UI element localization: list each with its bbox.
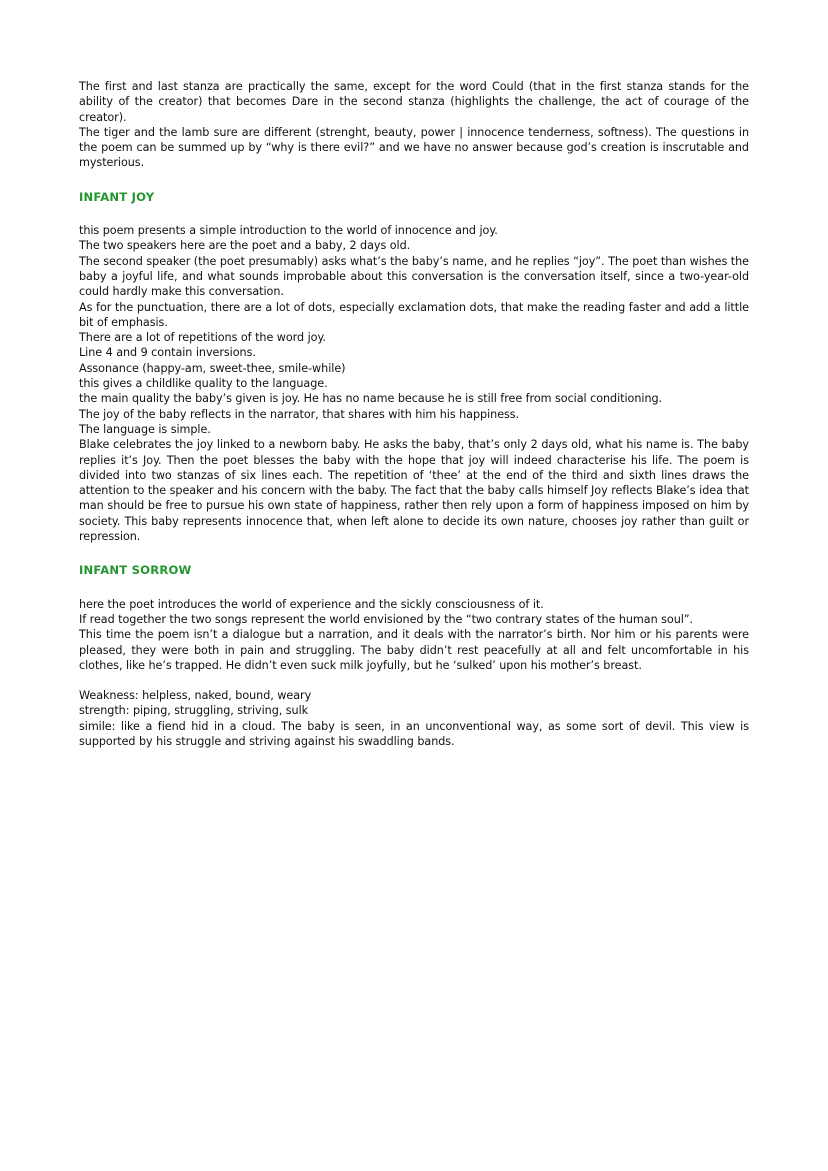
document-page	[79, 79, 749, 749]
infant-joy-line-1: this poem presents a simple introduction to the world of innocence and joy.	[79, 224, 498, 238]
infant-joy-line-10: The joy of the baby reflects in the narrator, that shares with him his happiness.	[79, 407, 520, 421]
infant-sorrow-note-1: Weakness: helpless, naked, bound, weary	[79, 689, 312, 703]
infant-sorrow-line-2: If read together the two songs represent the world envisioned by the “two contrary states of the human soul”.	[79, 612, 694, 626]
infant-sorrow-note-2: strength: piping, struggling, striving, sulk	[79, 704, 309, 718]
infant-sorrow-note-3: simile: like a fiend hid in a cloud. The baby is seen, in an unconventional way, as some sort of devil. This view is supported by his struggle and striving against his swaddling bands.	[79, 719, 749, 748]
infant-sorrow-heading: INFANT SORROW	[79, 563, 192, 578]
infant-joy-heading: INFANT JOY	[79, 189, 155, 204]
infant-joy-line-2: The two speakers here are the poet and a baby, 2 days old.	[79, 239, 411, 253]
intro-paragraph-2: The tiger and the lamb sure are different (strenght, beauty, power | innocence tenderness, softness). The questions in the poem can be summed up by “why is there evil?” and we have no answer because god’s creation is inscrutable and mysterious.	[79, 125, 749, 170]
infant-sorrow-line-1: here the poet introduces the world of experience and the sickly consciousness of it.	[79, 597, 544, 611]
infant-joy-line-12: Blake celebrates the joy linked to a newborn baby. He asks the baby, that’s only 2 days old, what his name is. The baby replies it’s Joy. Then the poet blesses the baby with the hope that joy will indeed characterise his life. The poem is divided into two stanzas of six lines each. The repetition of ‘thee’ at the end of the third and sixth lines draws the attention to the speaker and his concern with the baby. The fact that the baby calls himself Joy reflects Blake’s idea that man should be free to pursue his own state of happiness, rather then rely upon a form of happiness imposed on him by society. This baby represents innocence that, when left alone to decide its own nature, chooses joy rather than guilt or repression.	[79, 438, 749, 544]
infant-joy-line-7: Assonance (happy-am, sweet-thee, smile-while)	[79, 361, 346, 375]
infant-joy-line-8: this gives a childlike quality to the language.	[79, 377, 328, 391]
intro-paragraph-1: The first and last stanza are practically the same, except for the word Could (that in the first stanza stands for the ability of the creator) that becomes Dare in the second stanza (highlights the challenge, the act of courage of the creator).	[79, 80, 749, 124]
infant-joy-line-9: the main quality the baby’s given is joy. He has no name because he is still free from social conditioning.	[79, 392, 663, 406]
infant-joy-line-11: The language is simple.	[79, 422, 211, 436]
infant-joy-line-4: As for the punctuation, there are a lot of dots, especially exclamation dots, that make the reading faster and add a little bit of emphasis.	[79, 300, 749, 329]
infant-joy-line-6: Line 4 and 9 contain inversions.	[79, 346, 256, 360]
infant-sorrow-line-3: This time the poem isn’t a dialogue but a narration, and it deals with the narrator’s birth. Nor him or his parents were pleased, they were both in pain and struggling. The baby didn’t rest peacefully at all and felt uncomfortable in his clothes, like he’s trapped. He didn’t even suck milk joyfully, but he ‘sulked’ upon his mother’s breast.	[79, 628, 749, 672]
infant-joy-line-5: There are a lot of repetitions of the word joy.	[79, 331, 326, 345]
infant-joy-line-3: The second speaker (the poet presumably) asks what’s the baby’s name, and he replies “joy”. The poet than wishes the baby a joyful life, and what sounds improbable about this conversation is the conversation itself, since a two-year-old could hardly make this conversation.	[79, 254, 749, 299]
